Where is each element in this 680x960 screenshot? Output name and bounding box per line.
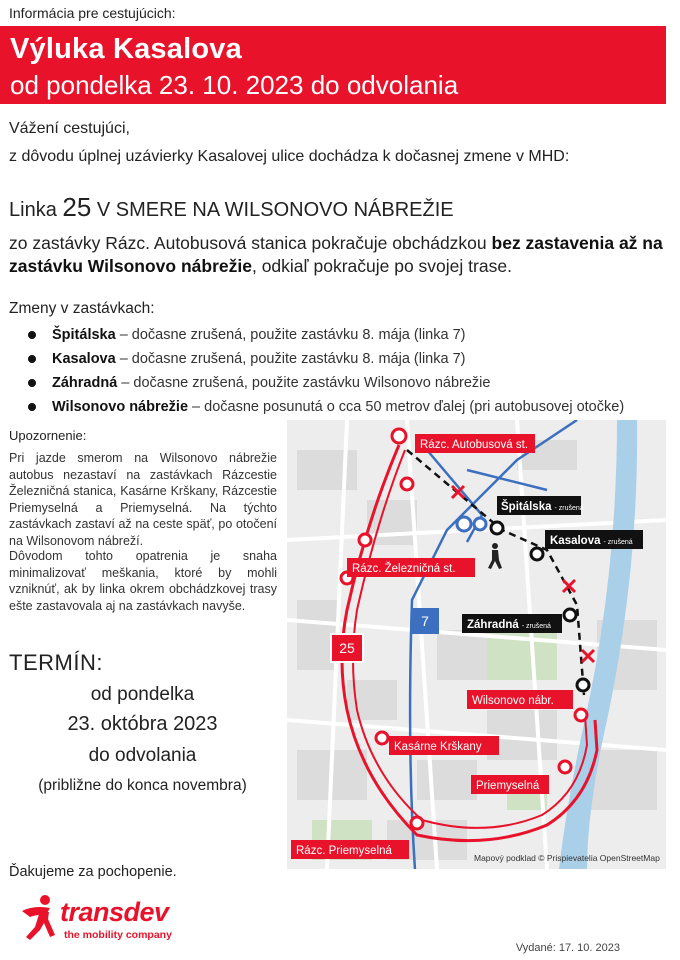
svg-text:Kasalova- zrušená: Kasalova - zrušená	[550, 535, 633, 547]
stop-icon	[359, 534, 371, 546]
brand-name: transdev	[60, 897, 169, 927]
term-line-2: 23. októbra 2023	[67, 713, 218, 735]
issued-date: Vydané: 17. 10. 2023	[515, 942, 620, 954]
label-rzc-priemyselna	[291, 840, 409, 859]
svg-text:Kasárne Krškany: Kasárne Krškany	[394, 741, 482, 753]
list-item	[28, 397, 624, 421]
page-subtitle: od pondelka 23. 10. 2023 do odvolania	[10, 70, 459, 100]
term-heading: TERMÍN:	[9, 650, 103, 675]
stop-change: – dočasne posunutá o cca 50 metrov ďalej (pri autobusovej otočke)	[188, 399, 625, 415]
stop-icon	[474, 518, 486, 530]
desc-bold-2: až na zastávku Wilsonovo nábrežie	[9, 233, 663, 276]
route-25-badge	[331, 634, 363, 662]
line-heading	[9, 192, 454, 223]
bullet-icon	[28, 355, 36, 363]
label-priemyselna	[471, 775, 549, 794]
term-line-1: od pondelka	[90, 684, 195, 705]
brand-tagline: the mobility company	[64, 929, 172, 941]
stop-icon	[559, 761, 571, 773]
title-banner	[0, 26, 666, 104]
info-label: Informácia pre cestujúcich:	[9, 5, 176, 21]
bullet-icon	[28, 379, 36, 387]
stop-icon	[564, 609, 576, 621]
desc-part-1: zo zastávky Rázc. Autobusová stanica pokračuje obchádzkou	[9, 233, 487, 253]
svg-text:Záhradná- zrušená: Záhradná - zrušená	[467, 619, 551, 631]
changes-heading: Zmeny v zastávkach:	[9, 300, 155, 317]
label-zahradna	[462, 614, 562, 633]
stop-icon	[401, 478, 413, 490]
stop-icon	[392, 429, 406, 443]
svg-text:25: 25	[339, 640, 355, 656]
svg-text:Rázc. Autobusová st.: Rázc. Autobusová st.	[420, 439, 529, 451]
term-line-4: (približne do konca novembra)	[38, 777, 247, 794]
svg-text:Rázc. Železničná st.: Rázc. Železničná st.	[352, 563, 456, 575]
changes-list	[28, 325, 624, 421]
bullet-icon	[28, 403, 36, 411]
stop-icon	[376, 732, 388, 744]
stop-name: Záhradná	[52, 375, 118, 391]
bullet-icon	[28, 331, 36, 339]
line-direction: V SMERE NA WILSONOVO NÁBREŽIE	[96, 199, 454, 221]
svg-text:Rázc. Priemyselná: Rázc. Priemyselná	[296, 845, 392, 857]
desc-bold-1: bez zastavenia	[491, 233, 615, 253]
thanks-text: Ďakujeme za pochopenie.	[9, 864, 177, 880]
label-wilsonovo	[467, 690, 573, 709]
stop-change: – dočasne zrušená, použite zastávku Wilsonovo nábrežie	[117, 375, 491, 391]
list-item	[28, 373, 624, 397]
label-autobusova	[415, 434, 535, 453]
stop-icon	[531, 548, 543, 560]
greeting: Vážení cestujúci,	[9, 120, 130, 137]
detour-map	[287, 420, 666, 869]
runner-logo-icon	[20, 893, 60, 941]
notice-heading: Upozornenie:	[9, 428, 87, 443]
stop-icon	[491, 522, 503, 534]
label-kasarne	[389, 736, 499, 755]
term-line-3: do odvolania	[88, 745, 197, 766]
reason-text: z dôvodu úplnej uzávierky Kasalovej ulice dochádza k dočasnej zmene v MHD:	[9, 148, 570, 165]
line-number: 25	[62, 192, 92, 222]
transdev-logo	[20, 893, 190, 945]
svg-text:Priemyselná: Priemyselná	[476, 780, 540, 792]
stop-icon	[411, 817, 423, 829]
stop-name: Špitálska	[52, 327, 116, 343]
label-spitalska	[497, 496, 584, 515]
line-prefix: Linka	[9, 199, 57, 221]
line-description	[9, 232, 667, 278]
stop-icon	[457, 517, 471, 531]
list-item	[28, 325, 624, 349]
label-zeleznicna	[347, 558, 475, 577]
map-attribution: Mapový podklad © Prispievatelia OpenStreetMap	[474, 853, 660, 863]
svg-text:Wilsonovo nábr.: Wilsonovo nábr.	[472, 695, 554, 707]
stop-name: Wilsonovo nábrežie	[52, 399, 189, 415]
stop-change: – dočasne zrušená, použite zastávku 8. mája (linka 7)	[115, 351, 466, 367]
svg-text:Špitálska- zrušená: Špitálska - zrušená	[501, 501, 584, 513]
stop-icon	[575, 709, 587, 721]
list-item	[28, 349, 624, 373]
stop-icon	[577, 679, 589, 691]
route-7-badge	[411, 608, 439, 634]
desc-part-2: , odkiaľ pokračuje po svojej trase.	[251, 256, 512, 276]
stop-name: Kasalova	[52, 351, 116, 367]
notice-paragraph-2: Dôvodom tohto opatrenia je snaha minimalizovať meškania, ktoré by mohli vzniknúť, ak by linka okrem obchádzkovej trasy ešte zastavovala aj na zastávkach navyše.	[9, 549, 277, 613]
label-kasalova	[545, 530, 643, 549]
notice-paragraph-1: Pri jazde smerom na Wilsonovo nábrežie autobus nezastaví na zastávkach Rázcestie Železničná stanica, Kasárne Krškany, Rázcestie Priemyselná a Priemyselná. Na týchto zastávkach zastaví až na ceste späť, po otočení na Wilsonovom nábreží.	[9, 451, 277, 548]
stop-change: – dočasne zrušená, použite zastávku 8. mája (linka 7)	[115, 327, 466, 343]
svg-text:7: 7	[421, 613, 429, 629]
page-title: Výluka Kasalova	[10, 33, 242, 65]
